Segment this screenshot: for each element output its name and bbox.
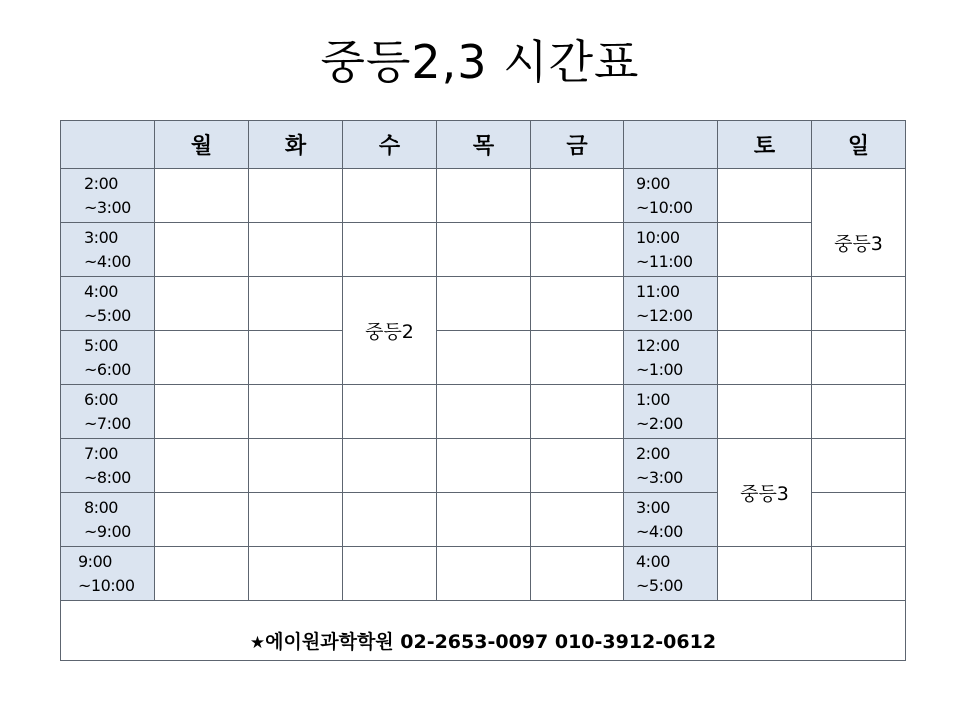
sun-slot	[812, 547, 906, 601]
weekday-time-cell	[61, 439, 155, 493]
page-title: 중등2,3 시간표	[320, 35, 640, 89]
header-thu: 목	[437, 121, 531, 169]
header-blank-right	[624, 121, 718, 169]
weekend-time-cell	[624, 169, 718, 223]
tue-slot	[249, 439, 343, 493]
tue-slot	[249, 385, 343, 439]
sat-slot	[718, 547, 812, 601]
mon-slot	[155, 439, 249, 493]
time-start: 12:00	[636, 335, 680, 355]
time-start: 2:00	[84, 173, 118, 193]
sun-slot	[812, 277, 906, 331]
tue-slot	[249, 169, 343, 223]
time-end: ~10:00	[78, 575, 135, 595]
time-end: ~7:00	[84, 413, 131, 433]
fri-slot	[531, 493, 624, 547]
time-end: ~3:00	[636, 467, 683, 487]
footer-cell	[61, 601, 906, 661]
tue-slot	[249, 547, 343, 601]
thu-slot	[437, 547, 531, 601]
thu-slot	[437, 439, 531, 493]
header-fri: 금	[531, 121, 624, 169]
wed-slot	[343, 493, 437, 547]
time-start: 9:00	[636, 173, 670, 193]
sat-slot	[718, 331, 812, 385]
weekend-time-cell	[624, 277, 718, 331]
mon-slot	[155, 385, 249, 439]
fri-slot	[531, 169, 624, 223]
wed-slot	[343, 223, 437, 277]
time-start: 9:00	[78, 551, 112, 571]
header-sun: 일	[812, 121, 906, 169]
time-end: ~1:00	[636, 359, 683, 379]
sat-class-block: 중등3	[718, 439, 812, 547]
time-end: ~4:00	[84, 251, 131, 271]
table-row	[61, 385, 906, 439]
time-start: 11:00	[636, 281, 680, 301]
time-end: ~3:00	[84, 197, 131, 217]
fri-slot	[531, 385, 624, 439]
weekend-time-cell	[624, 223, 718, 277]
weekday-time-cell	[61, 547, 155, 601]
time-start: 2:00	[636, 443, 670, 463]
sun-slot	[812, 385, 906, 439]
time-end: ~6:00	[84, 359, 131, 379]
time-start: 5:00	[84, 335, 118, 355]
time-end: ~10:00	[636, 197, 693, 217]
thu-slot	[437, 169, 531, 223]
fri-slot	[531, 331, 624, 385]
fri-slot	[531, 547, 624, 601]
time-end: ~8:00	[84, 467, 131, 487]
header-mon: 월	[155, 121, 249, 169]
tue-slot	[249, 493, 343, 547]
tue-slot	[249, 277, 343, 331]
time-end: ~5:00	[636, 575, 683, 595]
timetable	[60, 120, 906, 661]
time-start: 3:00	[636, 497, 670, 517]
time-start: 7:00	[84, 443, 118, 463]
sun-slot	[812, 331, 906, 385]
time-end: ~11:00	[636, 251, 693, 271]
sun-class-block: 중등3	[812, 169, 906, 277]
time-start: 1:00	[636, 389, 670, 409]
header-tue: 화	[249, 121, 343, 169]
thu-slot	[437, 277, 531, 331]
thu-slot	[437, 223, 531, 277]
table-row	[61, 547, 906, 601]
wed-class-block: 중등2	[343, 277, 437, 385]
table-row	[61, 223, 906, 277]
weekday-time-cell	[61, 331, 155, 385]
fri-slot	[531, 223, 624, 277]
weekday-time-cell	[61, 493, 155, 547]
mon-slot	[155, 331, 249, 385]
sat-slot	[718, 385, 812, 439]
footer-row	[61, 601, 906, 661]
sun-slot	[812, 439, 906, 493]
time-end: ~2:00	[636, 413, 683, 433]
time-end: ~4:00	[636, 521, 683, 541]
sat-slot	[718, 277, 812, 331]
weekday-time-cell	[61, 169, 155, 223]
weekend-time-cell	[624, 493, 718, 547]
tue-slot	[249, 223, 343, 277]
sat-slot	[718, 169, 812, 223]
wed-slot	[343, 385, 437, 439]
fri-slot	[531, 439, 624, 493]
header-blank-left	[61, 121, 155, 169]
header-row	[61, 121, 906, 169]
sat-slot	[718, 223, 812, 277]
star-icon: ★	[249, 633, 266, 653]
time-start: 6:00	[84, 389, 118, 409]
time-start: 4:00	[84, 281, 118, 301]
table-row	[61, 169, 906, 223]
mon-slot	[155, 547, 249, 601]
mon-slot	[155, 169, 249, 223]
weekend-time-cell	[624, 331, 718, 385]
table-row	[61, 439, 906, 493]
thu-slot	[437, 493, 531, 547]
tue-slot	[249, 331, 343, 385]
table-row	[61, 331, 906, 385]
time-start: 10:00	[636, 227, 680, 247]
mon-slot	[155, 223, 249, 277]
time-start: 4:00	[636, 551, 670, 571]
sun-slot	[812, 493, 906, 547]
academy-contact: 에이원과학학원 02-2653-0097 010-3912-0612	[265, 631, 717, 653]
weekend-time-cell	[624, 439, 718, 493]
fri-slot	[531, 277, 624, 331]
weekday-time-cell	[61, 277, 155, 331]
wed-slot	[343, 547, 437, 601]
mon-slot	[155, 277, 249, 331]
time-end: ~9:00	[84, 521, 131, 541]
time-end: ~5:00	[84, 305, 131, 325]
thu-slot	[437, 385, 531, 439]
wed-slot	[343, 439, 437, 493]
weekend-time-cell	[624, 547, 718, 601]
header-sat: 토	[718, 121, 812, 169]
header-wed: 수	[343, 121, 437, 169]
time-start: 8:00	[84, 497, 118, 517]
time-end: ~12:00	[636, 305, 693, 325]
wed-slot	[343, 169, 437, 223]
weekday-time-cell	[61, 385, 155, 439]
table-row	[61, 277, 906, 331]
thu-slot	[437, 331, 531, 385]
mon-slot	[155, 493, 249, 547]
weekday-time-cell	[61, 223, 155, 277]
time-start: 3:00	[84, 227, 118, 247]
weekend-time-cell	[624, 385, 718, 439]
